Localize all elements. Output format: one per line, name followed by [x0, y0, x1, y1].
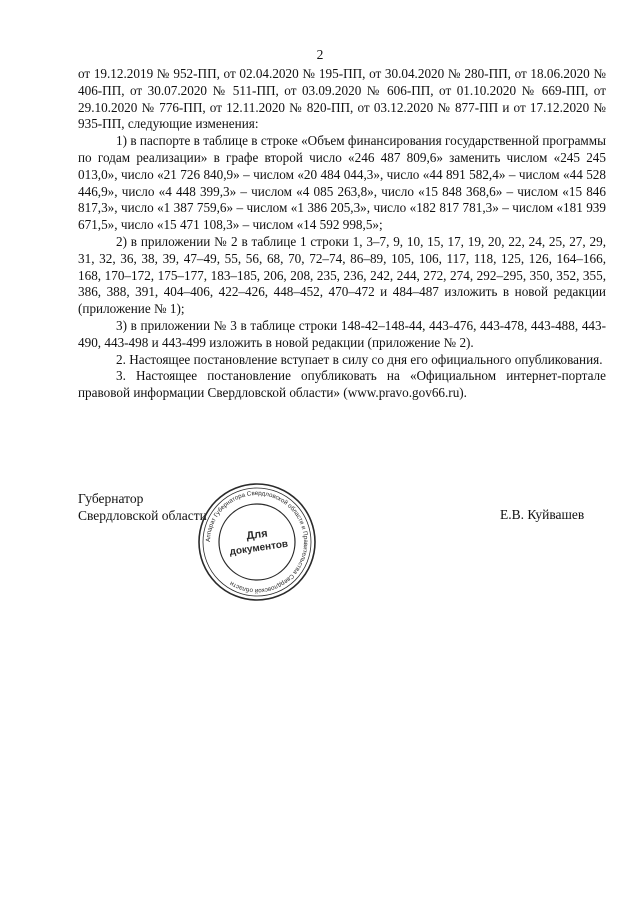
- signatory-name: Е.В. Куйвашев: [500, 507, 585, 522]
- stamp-center-line-1: Для: [245, 527, 269, 543]
- signatory-title-line-2: Свердловской области: [78, 508, 207, 523]
- page-number: 2: [316, 47, 324, 62]
- paragraph-item-3: 3) в приложении № 3 в таблице строки 148-42–148-44, 443-476, 443-478, 443-488, 443-490, 443-498 и 443-499 изложить в новой редакции (приложение № 2).: [78, 317, 606, 350]
- signatory-title: [78, 490, 207, 524]
- paragraph-continuation: от 19.12.2019 № 952-ПП, от 02.04.2020 № 195-ПП, от 30.04.2020 № 280-ПП, от 18.06.2020 № 406-ПП, от 30.07.2020 № 511-ПП, от 03.09.2020 № 606-ПП, от 01.10.2020 № 669-ПП, от 29.10.2020 № 776-ПП, от 12.11.2020 № 820-ПП, от 03.12.2020 № 877-ПП и от 17.12.2020 № 935-ПП, следующие изменения:: [78, 66, 606, 132]
- paragraph-clause-3: 3. Настоящее постановление опубликовать на «Официальном интернет-портале правовой информации Свердловской области» (www.pravo.gov66.ru).: [78, 368, 606, 401]
- paragraph-item-1: 1) в паспорте в таблице в строке «Объем финансирования государственной программы по годам реализации» в графе второй число «246 487 809,6» заменить числом «245 245 013,0», число «21 726 840,9» – числом «20 484 044,3», число «44 891 582,4» – числом «44 528 446,9», число «4 448 399,3» – числом «4 085 263,8», число «15 848 368,6» – числом «15 846 817,3», число «1 387 759,6» – числом «1 386 205,3», число «182 817 781,3» – числом «181 939 671,5», число «15 471 108,3» – числом «14 592 998,5»;: [78, 133, 606, 233]
- document-body: [78, 66, 606, 402]
- paragraph-item-2: 2) в приложении № 2 в таблице 1 строки 1, 3–7, 9, 10, 15, 17, 19, 20, 22, 24, 25, 27, 29, 31, 32, 36, 38, 39, 47–49, 55, 56, 68, 70, 72–74, 86–89, 105, 106, 117, 118, 125, 126, 164–166, 168, 170–172, 175–177, 183–185, 206, 208, 235, 236, 242, 244, 272, 274, 292–295, 350, 352, 355, 386, 388, 391, 404–406, 422–426, 448–452, 470–472 и 484–487 изложить в новой редакции (приложение № 1);: [78, 233, 606, 317]
- stamp-ring-text: Аппарат Губернатора Свердловской области и Правительства Свердловской области: [204, 489, 310, 595]
- official-stamp-seal: [195, 480, 319, 604]
- stamp-center-line-2: документов: [228, 538, 289, 558]
- signatory-title-line-1: Губернатор: [78, 491, 144, 506]
- paragraph-clause-2: 2. Настоящее постановление вступает в силу со дня его официального опубликования.: [116, 351, 603, 367]
